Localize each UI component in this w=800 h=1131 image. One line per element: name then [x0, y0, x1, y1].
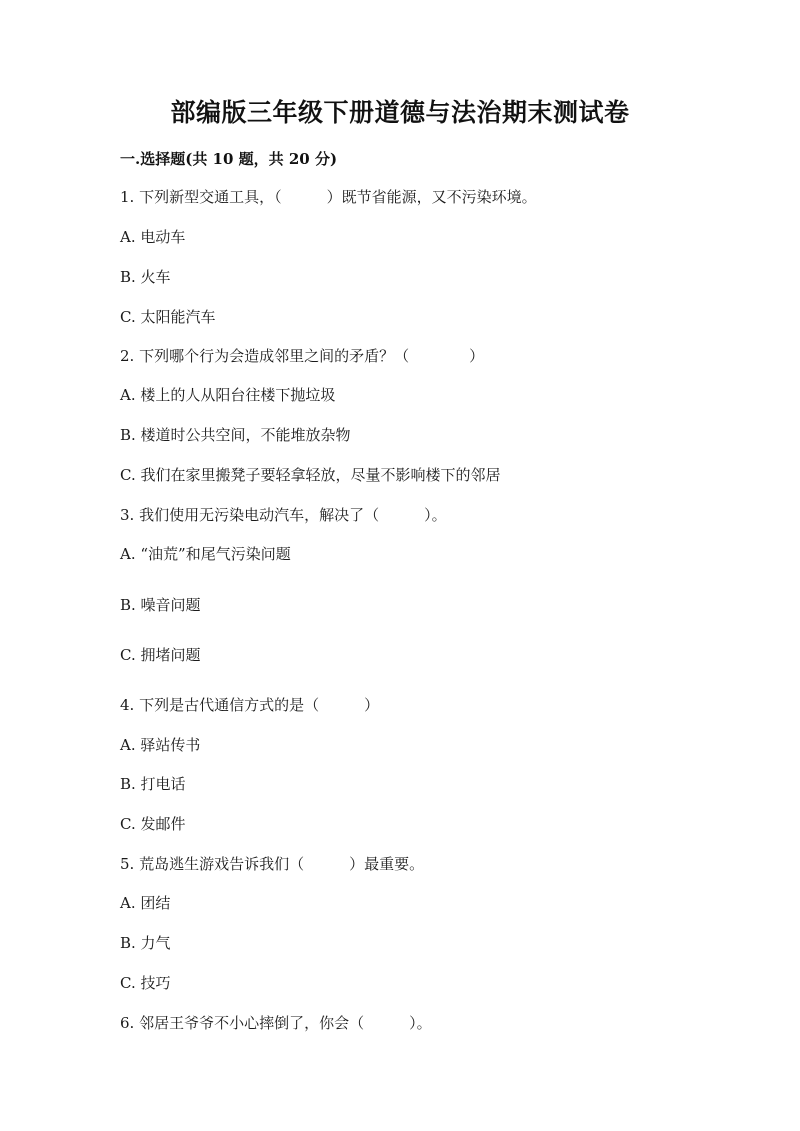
- option-3c: C. 拥堵问题: [120, 646, 201, 664]
- question-stem-4: 4. 下列是古代通信方式的是（ ）: [120, 696, 380, 714]
- option-2a: A. 楼上的人从阳台往楼下抛垃圾: [120, 386, 336, 404]
- option-5a: A. 团结: [120, 894, 171, 912]
- option-4a: A. 驿站传书: [120, 736, 201, 754]
- option-5c: C. 技巧: [120, 974, 171, 992]
- option-4c: C. 发邮件: [120, 815, 186, 833]
- option-2c: C. 我们在家里搬凳子要轻拿轻放，尽量不影响楼下的邻居: [120, 466, 501, 484]
- section-heading: 一.选择题(共 10 题，共 20 分): [120, 150, 338, 168]
- question-stem-1: 1. 下列新型交通工具，（ ）既节省能源，又不污染环境。: [120, 188, 537, 206]
- option-3b: B. 噪音问题: [120, 596, 201, 614]
- question-stem-3: 3. 我们使用无污染电动汽车，解决了（ ）。: [120, 506, 447, 524]
- option-1a: A. 电动车: [120, 228, 186, 246]
- page-title: 部编版三年级下册道德与法治期末测试卷: [170, 98, 630, 127]
- option-4b: B. 打电话: [120, 775, 186, 793]
- question-stem-2: 2. 下列哪个行为会造成邻里之间的矛盾？（ ）: [120, 347, 485, 365]
- option-1c: C. 太阳能汽车: [120, 308, 216, 326]
- option-3a: A. “油荒”和尾气污染问题: [120, 545, 291, 563]
- option-1b: B. 火车: [120, 268, 171, 286]
- question-stem-6: 6. 邻居王爷爷不小心摔倒了，你会（ ）。: [120, 1014, 432, 1032]
- question-stem-5: 5. 荒岛逃生游戏告诉我们（ ）最重要。: [120, 855, 425, 873]
- option-5b: B. 力气: [120, 934, 171, 952]
- option-2b: B. 楼道时公共空间，不能堆放杂物: [120, 426, 351, 444]
